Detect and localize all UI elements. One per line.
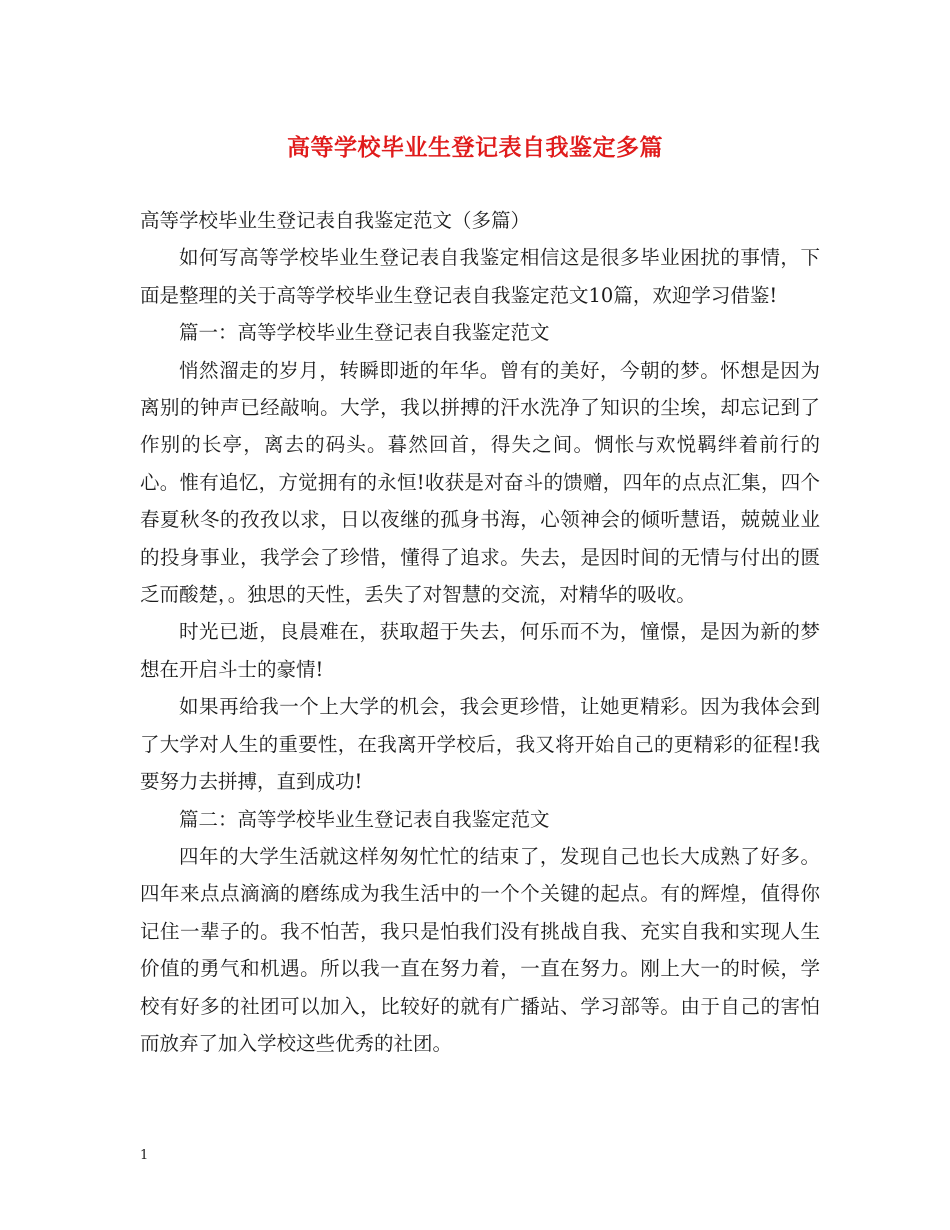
document-body xyxy=(140,202,820,1062)
page-number: 1 xyxy=(140,1148,149,1163)
paragraph: 四年的大学生活就这样匆匆忙忙的结束了，发现自己也长大成熟了好多。四年来点点滴滴的磨练成为我生活中的一个个关键的起点。有的辉煌，值得你记住一辈子的。我不怕苦，我只是怕我们没有挑战自我、充实自我和实现人生价值的勇气和机遇。所以我一直在努力着，一直在努力。刚上大一的时候，学校有好多的社团可以加入，比较好的就有广播站、学习部等。由于自己的害怕而放弃了加入学校这些优秀的社团。 xyxy=(140,844,820,1055)
section-heading-2: 篇二：高等学校毕业生登记表自我鉴定范文 xyxy=(179,807,550,831)
paragraph: 悄然溜走的岁月，转瞬即逝的年华。曾有的美好，今朝的梦。怀想是因为离别的钟声已经敲响。大学，我以拼搏的汗水洗净了知识的尘埃，却忘记到了作别的长亭，离去的码头。暮然回首，得失之间。惆怅与欢悦羁绊着前行的心。惟有追忆，方觉拥有的永恒!收获是对奋斗的馈赠，四年的点点汇集，四个春夏秋冬的孜孜以求，日以夜继的孤身书海，心领神会的倾听慧语，兢兢业业的投身事业，我学会了珍惜，懂得了追求。失去，是因时间的无情与付出的匮乏而酸楚，。独思的天性，丢失了对智慧的交流，对精华的吸收。 xyxy=(140,358,820,607)
paragraph-intro: 如何写高等学校毕业生登记表自我鉴定相信这是很多毕业困扰的事情，下面是整理的关于高等学校毕业生登记表自我鉴定范文10篇，欢迎学习借鉴! xyxy=(140,246,820,307)
section-heading-1: 篇一：高等学校毕业生登记表自我鉴定范文 xyxy=(179,321,550,345)
paragraph: 时光已逝，良晨难在，获取超于失去，何乐而不为，憧憬，是因为新的梦想在开启斗士的豪情! xyxy=(140,620,820,681)
paragraph: 如果再给我一个上大学的机会，我会更珍惜，让她更精彩。因为我体会到了大学对人生的重要性，在我离开学校后，我又将开始自己的更精彩的征程!我要努力去拼搏，直到成功! xyxy=(140,695,820,794)
paragraph-subtitle: 高等学校毕业生登记表自我鉴定范文（多篇） xyxy=(140,209,531,232)
document-title: 高等学校毕业生登记表自我鉴定多篇 xyxy=(287,134,663,161)
